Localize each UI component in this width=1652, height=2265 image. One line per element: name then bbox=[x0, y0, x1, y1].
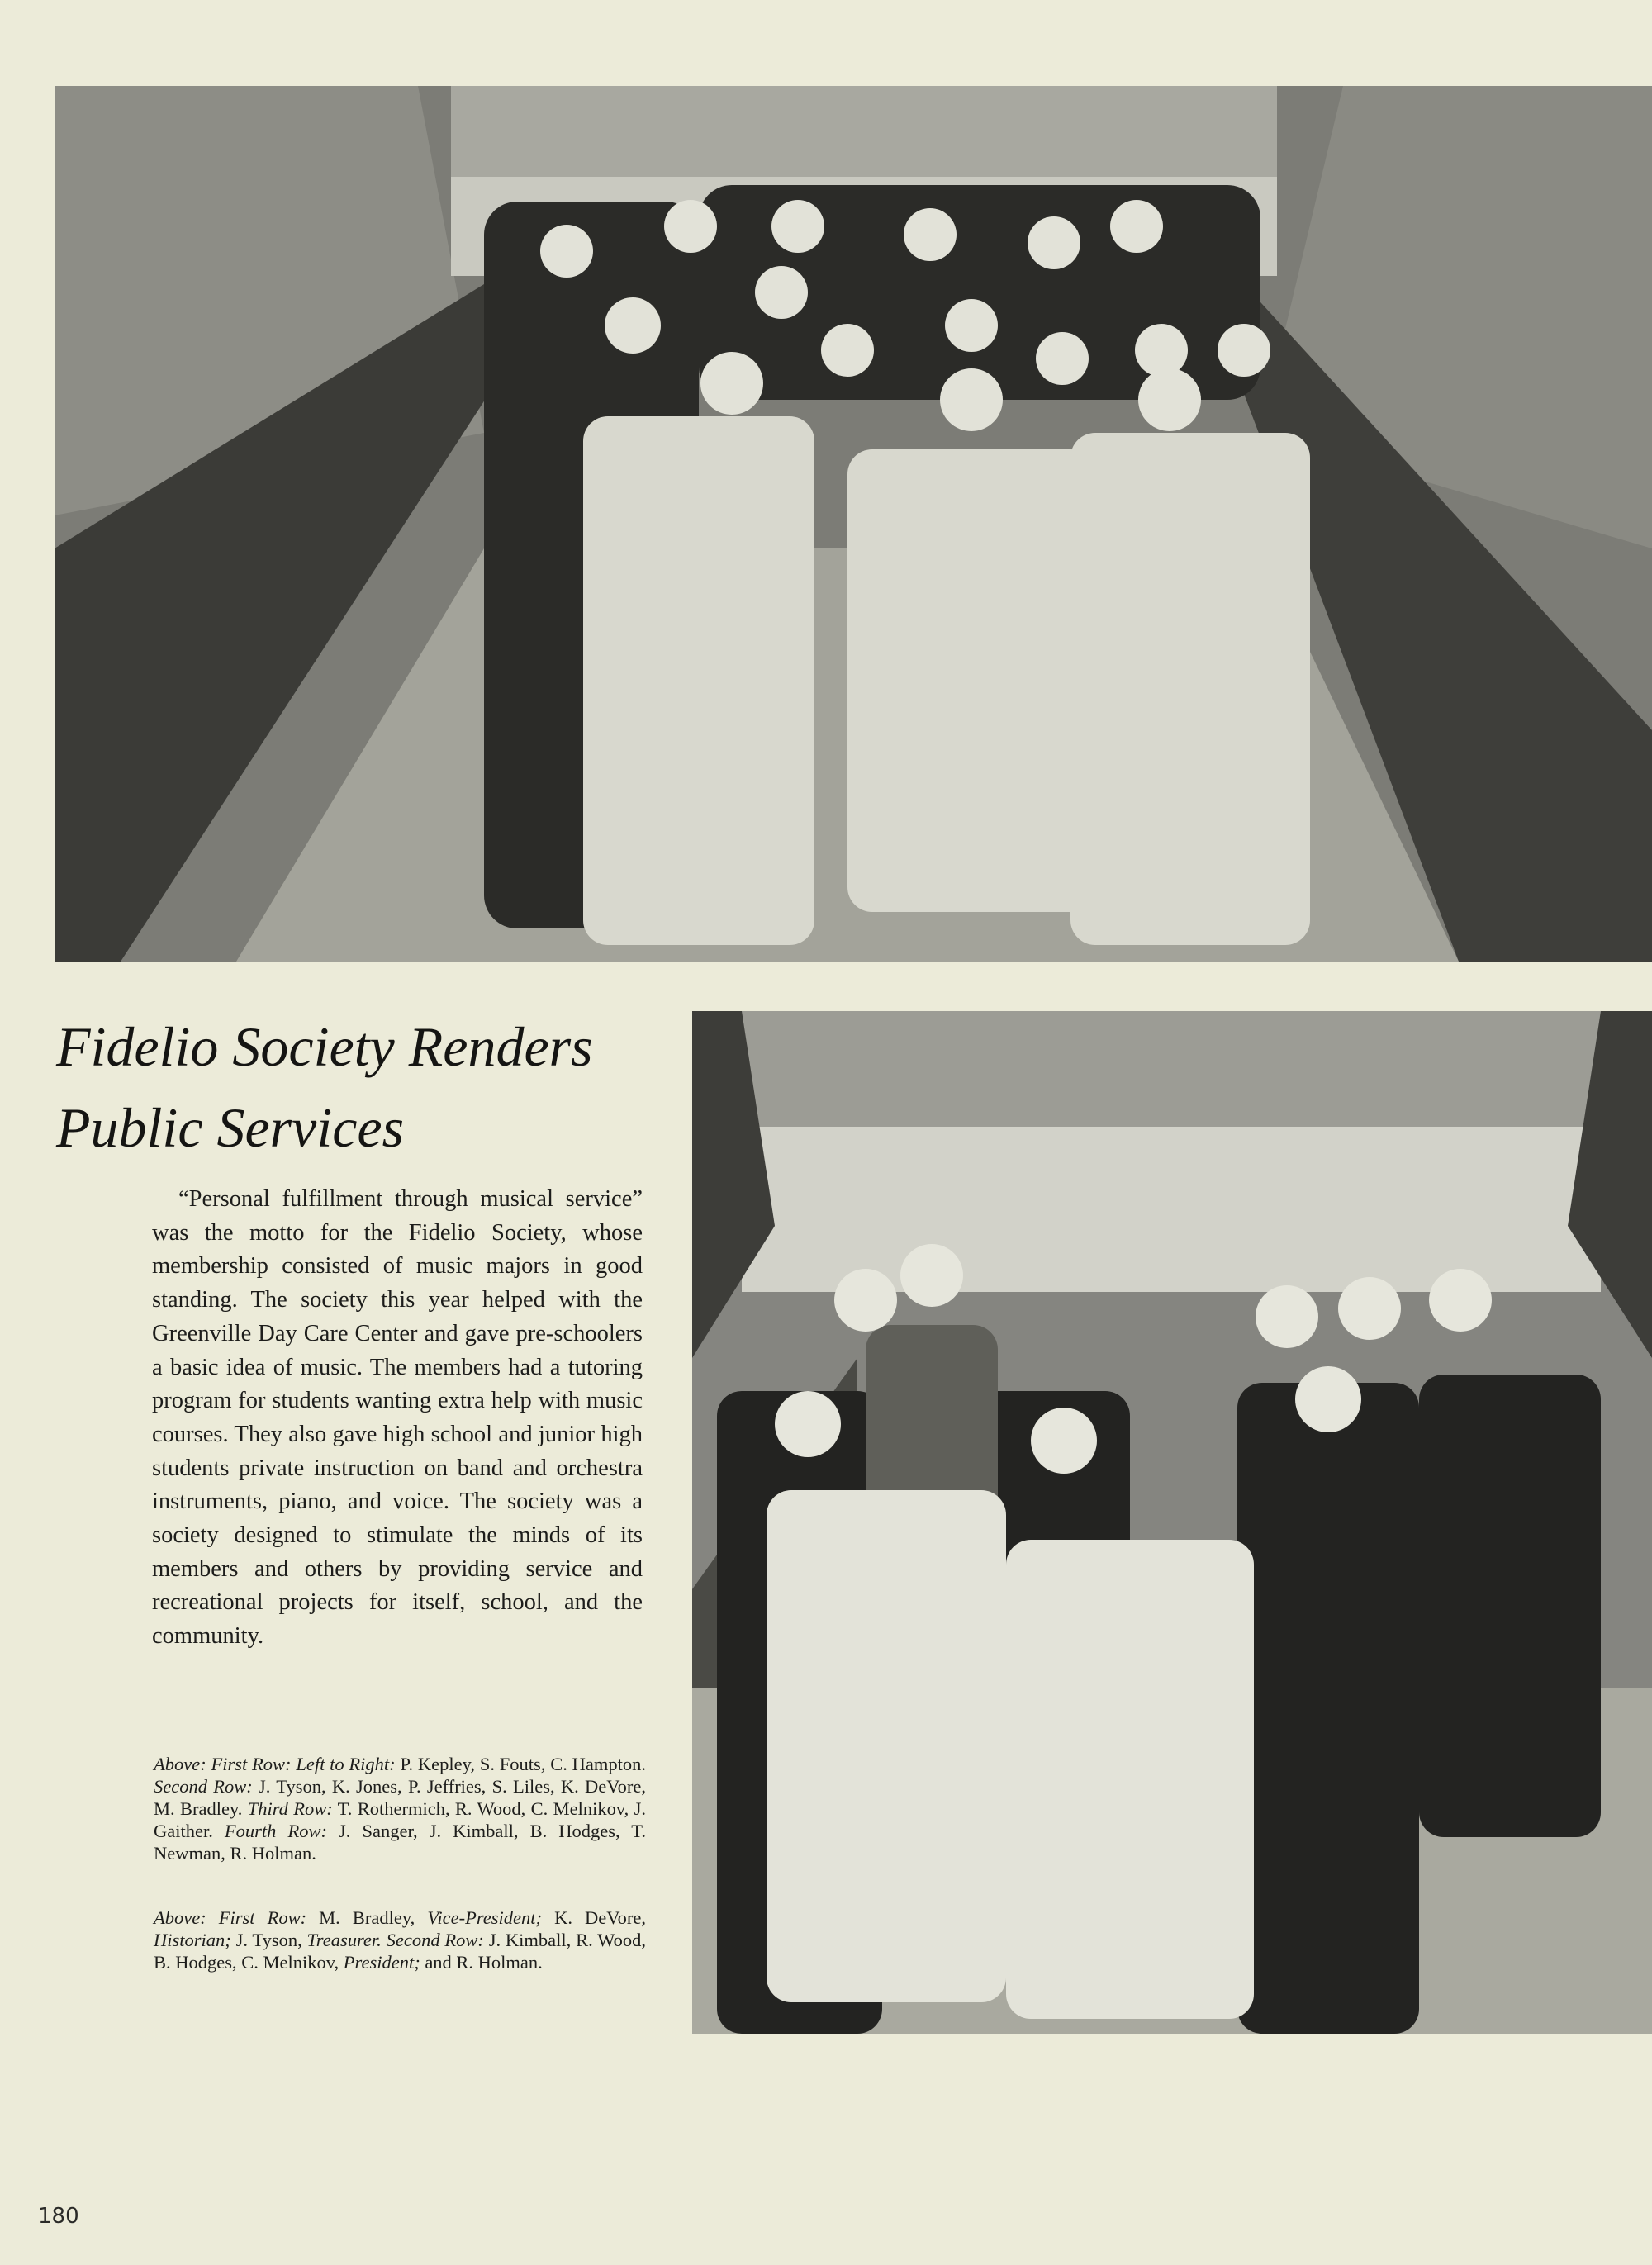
caption-segment: Fourth Row: bbox=[224, 1821, 327, 1841]
article-body: “Personal fulfillment through musical service” was the motto for the Fidelio Society, whose membership consisted of music majors in good standing. The society this year helped with the Greenville Day Care Center and gave pre-schoolers a basic idea of music. The members had a tutoring program for students wanting extra help with music courses. They also gave high school and junior high students private instruction on band and orchestra instruments, piano, and voice. The society was a society designed to stimulate the minds of its members and others by providing service and recreational projects for itself, school, and the community. bbox=[152, 1186, 643, 1650]
caption-segment: P. Kepley, S. Fouts, C. Hampton. bbox=[395, 1754, 646, 1774]
caption-segment: M. Bradley, bbox=[306, 1907, 428, 1928]
caption-segment: Second Row: bbox=[154, 1776, 253, 1797]
caption-segment: J. Tyson, bbox=[230, 1930, 307, 1950]
caption-segment: T. Rothermich, R. Wood, C. Melnikov, J. Gaither. bbox=[154, 1798, 646, 1841]
staircase-group-illustration bbox=[55, 86, 1652, 962]
caption-segment: Above: First Row: bbox=[154, 1907, 307, 1928]
caption-segment: K. DeVore, bbox=[542, 1907, 646, 1928]
caption-segment: Historian; bbox=[154, 1930, 231, 1950]
group-photo-top bbox=[55, 86, 1652, 962]
caption-segment: J. Kimball, R. Wood, B. Hodges, C. Melnikov, bbox=[154, 1930, 646, 1973]
photo-caption-bottom bbox=[154, 1906, 646, 1973]
caption-segment: Vice-President; bbox=[427, 1907, 543, 1928]
caption-segment: and R. Holman. bbox=[420, 1952, 543, 1973]
caption-segment: J. Tyson, K. Jones, P. Jeffries, S. Liles, K. DeVore, M. Bradley. bbox=[154, 1776, 646, 1819]
officers-group-illustration bbox=[692, 1011, 1652, 2034]
group-photo-bottom bbox=[692, 1011, 1652, 2034]
caption-segment: J. Sanger, J. Kimball, B. Hodges, T. Newman, R. Holman. bbox=[154, 1821, 647, 1864]
caption-segment: President; bbox=[343, 1952, 420, 1973]
article-headline: Fidelio Society Renders Public Services bbox=[56, 1015, 593, 1159]
caption-segment: Treasurer. bbox=[306, 1930, 382, 1950]
page-number: 180 bbox=[38, 2204, 79, 2229]
caption-segment: Above: First Row: Left to Right: bbox=[154, 1754, 396, 1774]
photo-caption-top bbox=[154, 1753, 646, 1864]
caption-segment: Third Row: bbox=[247, 1798, 333, 1819]
caption-segment: Second Row: bbox=[386, 1930, 484, 1950]
